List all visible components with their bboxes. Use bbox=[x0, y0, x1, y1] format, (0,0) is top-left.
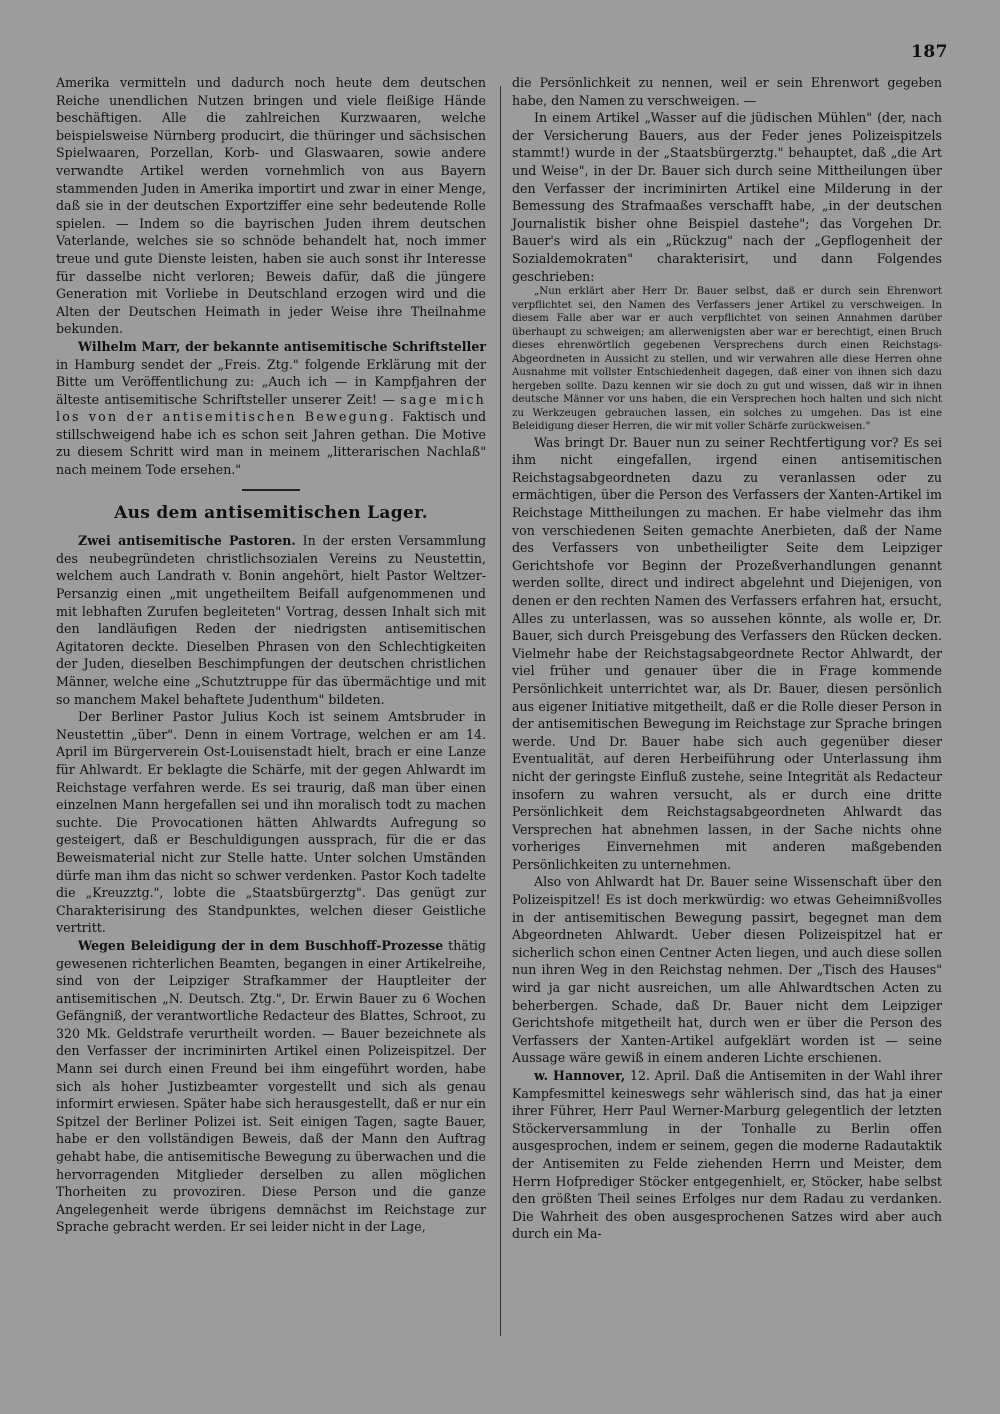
paragraph-ahlwardt: Also von Ahlwardt hat Dr. Bauer seine Wissenschaft über den Polizeispitzel! Es ist doch merkwürdig: wo etwas Geheimnißvolles in der antisemitischen Bewegung passirt, begegnet man dem Abgeordneten Ahlwardt. Ueber diesen Polizeispitzel hat er sicherlich schon einen Centner Acten liegen, und auch diese sollen nun ihren Weg in den Reichstag nehmen. Der „Tisch des Hauses" wird ja gar nicht ausreichen, um alle Ahlwardtschen Acten zu beherbergen. Schade, daß Dr. Bauer nicht dem Leipziger Gerichtshofe mitgetheilt hat, durch wen er über die Person des Verfassers der Xanten-Artikel aufgeklärt worden ist — seine Aussage wäre gewiß in einem anderen Lichte erschienen. bbox=[512, 874, 942, 1066]
pastoren-text: In der ersten Versammlung des neubegründeten christlichsozialen Vereins zu Neustettin, welchem auch Landrath v. Bonin angehört, hielt Pastor Weltzer-Persanzig einen „mit ungetheiltem Beifall aufgenommenen und mit lebhaften Zurufen begleiteten" Vortrag, dessen Inhalt sich mit den landläufigen Reden der niedrigsten antisemitischen Agitatoren deckte. Dieselben Phrasen von den Schlechtigkeiten der Juden, dieselben Beschimpfungen der deutschen christlichen Männer, welche eine „Schutztruppe für das übermächtige und mit so manchem Makel behaftete Judenthum" bildeten. bbox=[56, 533, 487, 707]
hannover-text: 12. April. Daß die Antisemiten in der Wahl ihrer Kampfesmittel keineswegs sehr wählerisch sind, das hat ja einer ihrer Führer, Herr Paul Werner-Marburg gelegentlich der letzten Stöckerversammlung in der Tonhalle zu Berlin offen ausgesprochen, indem er seinem, gegen die moderne Radautaktik der Antisemiten zu Felde ziehenden Herrn und Meister, dem Herrn Hofprediger Stöcker entgegenhielt, er, Stöcker, habe selbst den größten Theil seines Erfolges nur dem Radau zu verdanken. Die Wahrheit des oben ausgesprochenen Satzes wird aber auch durch ein Ma- bbox=[512, 1068, 942, 1242]
right-column bbox=[512, 74, 942, 1243]
marr-lead: Wilhelm Marr, der bekannte antisemitische Schriftsteller bbox=[78, 338, 486, 354]
buschhoff-text: thätig gewesenen richterlichen Beamten, begangen in einer Artikelreihe, sind von der Leipziger Strafkammer der Hauptleiter der antisemitischen „N. Deutsch. Ztg.", Dr. Erwin Bauer zu 6 Wochen Gefängniß, der verantwortliche Redacteur des Blattes, Schroot, zu 320 Mk. Geldstrafe verurtheilt worden. — Bauer bezeichnete als den Verfasser der incriminirten Artikel einen Polizeispitzel. Der Mann sei durch einen Freund bei ihm eingeführt worden, habe sich als hoher Justizbeamter vorgestellt und sich als genau informirt erwiesen. Später habe sich herausgestellt, daß er nur ein Spitzel der Berliner Polizei ist. Seit einigen Tagen, sagte Bauer, habe er den vollständigen Beweis, daß der Mann den Auftrag gehabt habe, die antisemitische Bewegung zu überwachen und die hervorragenden Mitglieder derselben zu allen möglichen Thorheiten zu provoziren. Diese Person und die ganze Angelegenheit werde übrigens demnächst im Reichstage zur Sprache gebracht werden. Er sei leider nicht in der Lage, bbox=[56, 937, 486, 1235]
paragraph-bayern-juden: Amerika vermitteln und dadurch noch heute dem deutschen Reiche unendlichen Nutzen bringen und viele fleißige Hände beschäftigen. Alle die zahlreichen Kurzwaaren, welche beispielsweise Nürnberg producirt, die thüringer und sächsischen Spielwaaren, Porzellan, Korb- und Glaswaaren, sowie andere verwandte Artikel werden vornehmlich von aus Bayern stammenden Juden in Amerika importirt und zwar in einer Menge, daß sie in der deutschen Exportziffer eine sehr bedeutende Rolle spielen. — Indem so die bayrischen Juden ihrem deutschen Vaterlande, welches sie so schnöde behandelt hat, noch immer treue und gute Dienste leisten, haben sie auch sonst ihr Interesse für dasselbe nicht verloren; Beweis dafür, daß die jüngere Generation mit Vorliebe in Deutschland erzogen wird und die Alten der Deutschen Heimath in jeder Weise ihre Theilnahme bekunden. bbox=[56, 75, 486, 337]
page-number: 187 bbox=[911, 42, 948, 62]
left-column bbox=[56, 74, 486, 1236]
paragraph-rechtfertigung: Was bringt Dr. Bauer nun zu seiner Rechtfertigung vor? Es sei ihm nicht eingefallen, irgend einen antisemitischen Reichstagsabgeordneten dazu zu veranlassen oder zu ermächtigen, über die Person des Verfassers der Xanten-Artikel im Reichstage Mittheilungen zu machen. Er habe vielmehr das ihm von verschiedenen Seiten gemachte Anerbieten, daß der Name des Verfassers von unbetheiligter Seite dem Leipziger Gerichtshofe vor Beginn der Prozeßverhandlungen genannt werden sollte, direct und indirect abgelehnt und Diejenigen, von denen er den rechten Namen des Verfassers erfahren hat, ersucht, Alles zu unterlassen, was so aussehen könnte, als wolle er, Dr. Bauer, sich durch Preisgebung des Verfassers den Rücken decken. Vielmehr habe der Reichstagsabgeordnete Rector Ahlwardt, der viel früher und genauer über die in Frage kommende Persönlichkeit unterrichtet war, als Dr. Bauer, diesen persönlich aus eigener Initiative mitgetheilt, daß er die Rolle dieser Person in der antisemitischen Bewegung im Reichstage zur Sprache bringen werde. Und Dr. Bauer habe sich auch gegenüber dieser Eventualität, auf deren Herbeiführung oder Unterlassung ihm nicht der geringste Einfluß zustehe, seine Integrität als Redacteur insofern zu wahren versucht, als er durch eine dritte Persönlichkeit dem Reichstagsabgeordneten Ahlwardt das Versprechen hat abnehmen lassen, in der Sache nichts ohne vorheriges Einvernehmen mit anderen maßgebenden Persönlichkeiten zu unternehmen. bbox=[512, 434, 942, 872]
buschhoff-lead: Wegen Beleidigung der in dem Buschhoff-Prozesse bbox=[78, 937, 444, 953]
marr-text: in Hamburg sendet der „Freis. Ztg." folgende Erklärung mit der Bitte um Veröffentlichung zu: „Auch ich — in Kampfjahren der älteste antisemitische Schriftsteller unserer Zeit! — bbox=[56, 356, 486, 407]
section-heading: Aus dem antisemitischen Lager. bbox=[114, 502, 428, 523]
hannover-dateline: w. Hannover, bbox=[534, 1068, 626, 1083]
section-separator bbox=[242, 489, 300, 491]
paragraph-marr bbox=[56, 338, 486, 479]
paragraph-hannover bbox=[512, 1067, 942, 1243]
quoted-passage: „Nun erklärt aber Herr Dr. Bauer selbst, daß er durch sein Ehrenwort verpflichtet sei, den Namen des Verfassers jener Artikel zu verschweigen. In diesem Falle aber war er auch verpflichtet von seinen Annahmen darüber überhaupt zu schweigen; am allerwenigsten aber war er berechtigt, einen Bruch dieses ehrenwörtlich gegebenen Versprechens durch einen Reichstags-Abgeordneten in Aussicht zu stellen, und wir verwahren alle diese Herren ohne Ausnahme mit vollster Entschiedenheit dagegen, daß einer von ihnen sich dazu hergeben sollte. Dazu kennen wir sie doch zu gut und wissen, daß wir in ihnen deutsche Männer vor uns haben, die ein Versprechen hoch halten und sich nicht zu Werkzeugen gebrauchen lassen, ein solches zu umgehen. Das ist eine Beleidigung dieser Herren, die wir mit voller Schärfe zurückweisen." bbox=[512, 286, 942, 433]
paragraph-ehrenwort: die Persönlichkeit zu nennen, weil er sein Ehrenwort gegeben habe, den Namen zu verschweigen. — bbox=[512, 75, 942, 108]
paragraph-pastoren bbox=[56, 532, 486, 708]
marr-spaced: sage mich los von der antisemitischen Bewegung. bbox=[56, 391, 486, 425]
paragraph-koch: Der Berliner Pastor Julius Koch ist seinem Amtsbruder in Neustettin „über". Denn in einem Vortrage, welchen er am 14. April im Bürgerverein Ost-Louisenstadt hielt, brach er eine Lanze für Ahlwardt. Er beklagte die Schärfe, mit der gegen Ahlwardt im Reichstage verfahren werde. Es sei traurig, daß man über einen einzelnen Mann hergefallen sei und ihn moralisch todt zu machen suchte. Die Provocationen hätten Ahlwardts Aufregung so gesteigert, daß er Beschuldigungen aussprach, für die er das Beweismaterial nicht zur Stelle hatte. Unter solchen Umständen dürfe man ihm das nicht so schwer verdenken. Pastor Koch tadelte die „Kreuzztg.", lobte die „Staatsbürgerztg". Das genügt zur Charakterisirung des Standpunktes, welchen dieser Geistliche vertritt. bbox=[56, 709, 486, 936]
pastoren-lead: Zwei antisemitische Pastoren. bbox=[78, 533, 296, 549]
column-divider bbox=[500, 86, 501, 1336]
marr-end: Faktisch und stillschweigend habe ich es schon seit Jahren gethan. Die Motive zu diesem Schritt wird man in meinem „litterarischen Nachlaß" nach meinem Tode ersehen." bbox=[56, 409, 487, 478]
paragraph-buschhoff bbox=[56, 937, 486, 1236]
paragraph-wasser-artikel: In einem Artikel „Wasser auf die jüdischen Mühlen" (der, nach der Versicherung Bauers, aus der Feder jenes Polizeispitzels stammt!) wurde in der „Staatsbürgerztg." behauptet, daß „die Art und Weise", in der Dr. Bauer sich durch seine Mittheilungen über den Verfasser der incriminirten Artikel eine Milderung in der Bemessung des Strafmaaßes verschafft habe, „in der deutschen Journalistik bisher ohne Beispiel dastehe"; das Vorgehen Dr. Bauer's wird als ein „Rückzug" nach der „Gepflogenheit der Sozialdemokraten" charakterisirt, und dann Folgendes geschrieben: bbox=[512, 110, 942, 284]
